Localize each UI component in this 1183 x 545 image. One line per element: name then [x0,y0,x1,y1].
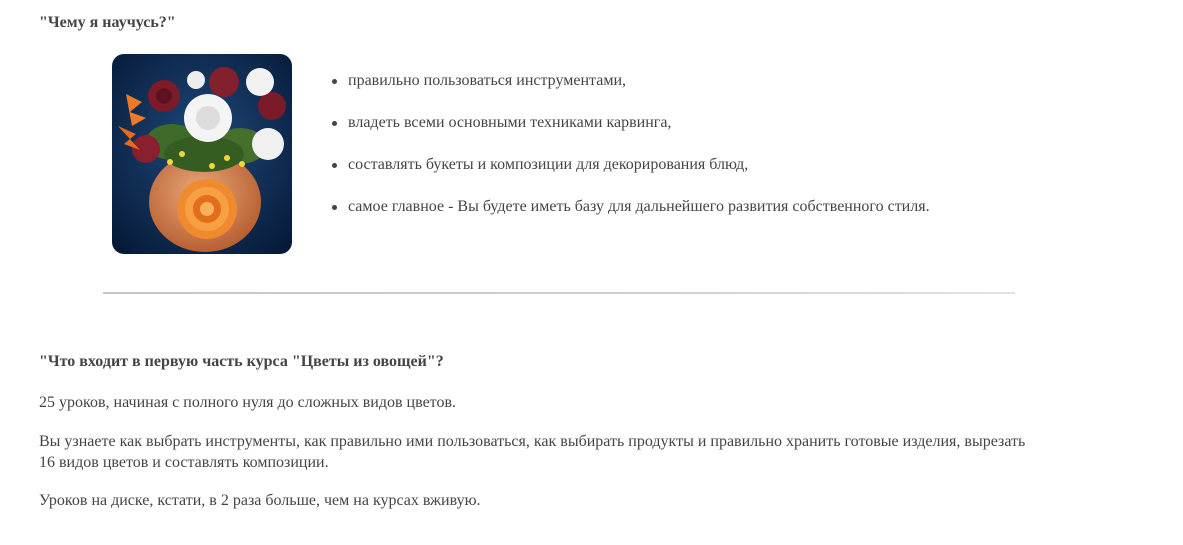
list-item-text: самое главное - Вы будете иметь базу для дальнейшего развития собственного стиля. [348,198,930,215]
list-item-text: владеть всеми основными техниками карвинга, [348,114,672,131]
list-item-text: составлять букеты и композиции для декорирования блюд, [348,156,749,173]
bullet-icon [332,121,337,126]
section-heading-learn: "Чему я научусь?" [39,14,176,31]
bullet-icon [332,205,337,210]
section-heading-course-contents: "Что входит в первую часть курса "Цветы из овощей"? [39,353,444,370]
carving-bouquet-image [112,54,292,254]
list-item [330,71,930,91]
bullet-icon [332,163,337,168]
bullet-icon [332,79,337,84]
section-divider [103,292,1015,294]
disc-lessons-paragraph: Уроков на диске, кстати, в 2 раза больше, чем на курсах вживую. [39,492,481,509]
learning-outcomes-list [330,71,930,239]
course-skills-paragraph: Вы узнаете как выбрать инструменты, как правильно ими пользоваться, как выбирать продукты и правильно хранить готовые изделия, вырезать 16 видов цветов и составлять композиции. [39,433,1026,471]
list-item [330,113,930,133]
course-lessons-paragraph: 25 уроков, начиная с полного нуля до сложных видов цветов. [39,394,457,411]
list-item [330,197,930,217]
list-item-text: правильно пользоваться инструментами, [348,72,627,89]
list-item [330,155,930,175]
